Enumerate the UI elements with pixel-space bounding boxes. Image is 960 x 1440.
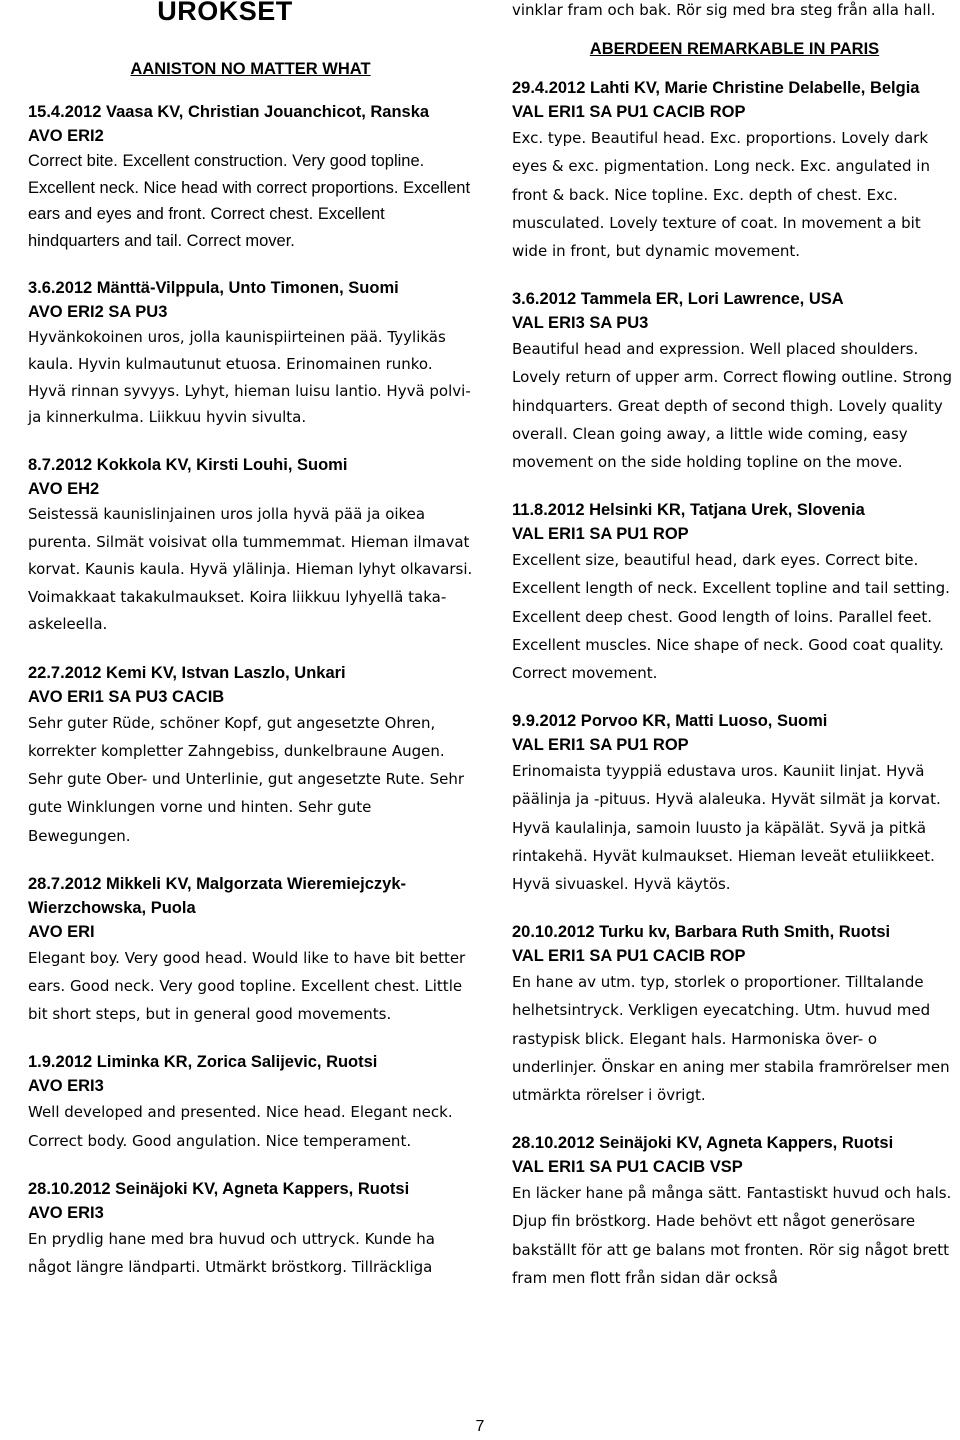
entry-critique: Seistessä kaunislinjainen uros jolla hyvä pää ja oikea purenta. Silmät voisivat olla tummemmat. Hieman ilmavat korvat. Kaunis kaula. Hyvä ylälinja. Hieman lyhyt olkavarsi. Voimakkaat takakulmaukset. Koira liikkuu lyhyellä taka-askeleella. bbox=[28, 505, 473, 634]
entry-critique: En hane av utm. typ, storlek o proportioner. Tilltalande helhetsintryck. Verkligen eyecatching. Utm. huvud med rastypisk blick. Elegant hals. Harmoniska över- o underlinjer. Önskar en aning mer stabila framrörelser men utmärkta rörelser i övrigt. bbox=[512, 973, 950, 1105]
section-title-aberdeen: ABERDEEN REMARKABLE IN PARIS bbox=[589, 40, 880, 59]
entry-award: VAL ERI1 SA PU1 ROP bbox=[512, 736, 689, 755]
entry-award: VAL ERI3 SA PU3 bbox=[512, 314, 649, 333]
entry-critique: Excellent size, beautiful head, dark eyes. Correct bite. Excellent length of neck. Excellent topline and tail setting. Excellent deep chest. Good length of loins. Parallel feet. Excellent muscles. Nice shape of neck. Good coat quality. Correct movement. bbox=[512, 551, 950, 683]
show-entry bbox=[512, 920, 957, 1109]
entry-heading: 8.7.2012 Kokkola KV, Kirsti Louhi, Suomi bbox=[28, 456, 348, 475]
show-entry bbox=[512, 709, 957, 898]
entry-heading: 28.7.2012 Mikkeli KV, Malgorzata Wieremiejczyk-Wierzchowska, Puola bbox=[28, 874, 407, 917]
show-entry bbox=[512, 1131, 957, 1292]
show-entry bbox=[512, 287, 957, 476]
show-entry bbox=[28, 661, 473, 850]
entry-award: AVO EH2 bbox=[28, 480, 100, 499]
entry-award: VAL ERI1 SA PU1 ROP bbox=[512, 525, 689, 544]
entry-heading: 1.9.2012 Liminka KR, Zorica Salijevic, Ruotsi bbox=[28, 1053, 378, 1072]
entry-critique: Well developed and presented. Nice head. Elegant neck. Correct body. Good angulation. Nice temperament. bbox=[28, 1103, 453, 1150]
entry-critique: En prydlig hane med bra huvud och uttryck. Kunde ha något längre ländparti. Utmärkt bröstkorg. Tillräckliga bbox=[28, 1229, 435, 1276]
show-entry bbox=[28, 276, 473, 431]
show-entry bbox=[28, 453, 473, 639]
entry-heading: 3.6.2012 Mänttä-Vilppula, Unto Timonen, Suomi bbox=[28, 279, 399, 297]
entry-heading: 20.10.2012 Turku kv, Barbara Ruth Smith, Ruotsi bbox=[512, 923, 891, 942]
entry-heading: 3.6.2012 Tammela ER, Lori Lawrence, USA bbox=[512, 290, 844, 309]
entry-critique: En läcker hane på många sätt. Fantastiskt huvud och hals. Djup fin bröstkorg. Hade behövt ett något generösare bakställt för att ge balans mot fronten. Rör sig något brett fram men flott från sidan där också bbox=[512, 1184, 952, 1287]
entry-award: AVO ERI3 bbox=[28, 1203, 104, 1222]
entry-award: VAL ERI1 SA PU1 CACIB ROP bbox=[512, 947, 746, 966]
page-title: UROKSET bbox=[157, 0, 293, 26]
entry-award: AVO ERI3 bbox=[28, 1077, 104, 1096]
entry-critique: Correct bite. Excellent construction. Very good topline. Excellent neck. Nice head with correct proportions. Excellent ears and eyes and front. Correct chest. Excellent hindquarters and tail. Correct mover. bbox=[28, 152, 471, 250]
entry-critique: Sehr guter Rüde, schöner Kopf, gut angesetzte Ohren, korrekter kompletter Zahngebiss, dunkelbraune Augen. Sehr gute Ober- und Unterlinie, gut angesetzte Rute. Sehr gute Winklungen vorne und hinten. Sehr gute Bewegungen. bbox=[28, 713, 465, 845]
section-title-aaniston: AANISTON NO MATTER WHAT bbox=[130, 60, 371, 78]
show-entry bbox=[28, 1177, 473, 1281]
show-entry bbox=[28, 100, 473, 254]
right-column bbox=[512, 0, 957, 1292]
entry-critique: Erinomaista tyyppiä edustava uros. Kauniit linjat. Hyvä päälinja ja -pituus. Hyvä alaleuka. Hyvät silmät ja korvat. Hyvä kaulalinja, samoin luusto ja käpälät. Syvä ja pitkä rintakehä. Hyvät kulmaukset. Hieman leveät etuliikkeet. Hyvä sivuaskel. Hyvä käytös. bbox=[512, 762, 941, 894]
entry-heading: 11.8.2012 Helsinki KR, Tatjana Urek, Slovenia bbox=[512, 501, 865, 520]
entry-heading: 15.4.2012 Vaasa KV, Christian Jouanchicot, Ranska bbox=[28, 103, 430, 121]
left-column bbox=[28, 0, 473, 1281]
entry-award: AVO ERI2 SA PU3 bbox=[28, 303, 168, 321]
entry-heading: 28.10.2012 Seinäjoki KV, Agneta Kappers, Ruotsi bbox=[28, 1179, 410, 1198]
entry-critique: Beautiful head and expression. Well placed shoulders. Lovely return of upper arm. Correct flowing outline. Strong hindquarters. Great depth of second thigh. Lovely quality overall. Clean going away, a little wide coming, easy movement on the side holding topline on the move. bbox=[512, 340, 952, 472]
entry-heading: 28.10.2012 Seinäjoki KV, Agneta Kappers, Ruotsi bbox=[512, 1134, 894, 1153]
entry-award: VAL ERI1 SA PU1 CACIB VSP bbox=[512, 1158, 743, 1177]
entry-award: AVO ERI2 bbox=[28, 127, 104, 145]
entry-award: AVO ERI1 SA PU3 CACIB bbox=[28, 687, 225, 706]
entry-award: VAL ERI1 SA PU1 CACIB ROP bbox=[512, 103, 746, 122]
show-entry bbox=[28, 1050, 473, 1154]
entry-heading: 9.9.2012 Porvoo KR, Matti Luoso, Suomi bbox=[512, 712, 828, 731]
show-entry bbox=[512, 76, 957, 265]
entry-heading: 29.4.2012 Lahti KV, Marie Christine Delabelle, Belgia bbox=[512, 79, 920, 98]
entry-critique-continuation: vinklar fram och bak. Rör sig med bra steg från alla hall. bbox=[512, 1, 936, 19]
entry-critique: Hyvänkokoinen uros, jolla kaunispiirteinen pää. Tyylikäs kaula. Hyvin kulmautunut etuosa. Erinomainen runko. Hyvä rinnan syvyys. Lyhyt, hieman luisu lantio. Hyvä polvi- ja kinnerkulma. Liikkuu hyvin sivulta. bbox=[28, 328, 471, 427]
entry-heading: 22.7.2012 Kemi KV, Istvan Laszlo, Unkari bbox=[28, 663, 346, 682]
entry-critique: Exc. type. Beautiful head. Exc. proportions. Lovely dark eyes & exc. pigmentation. Long neck. Exc. angulated in front & back. Nice topline. Exc. depth of chest. Exc. musculated. Lovely texture of coat. In movement a bit wide in front, but dynamic movement. bbox=[512, 129, 930, 261]
entry-award: AVO ERI bbox=[28, 922, 95, 941]
continued-critique bbox=[512, 0, 957, 24]
entry-critique: Elegant boy. Very good head. Would like to have bit better ears. Good neck. Very good topline. Excellent chest. Little bit short steps, but in general good movements. bbox=[28, 948, 466, 1024]
page-number: 7 bbox=[475, 1418, 485, 1435]
show-entry bbox=[512, 498, 957, 687]
show-entry bbox=[28, 872, 473, 1029]
